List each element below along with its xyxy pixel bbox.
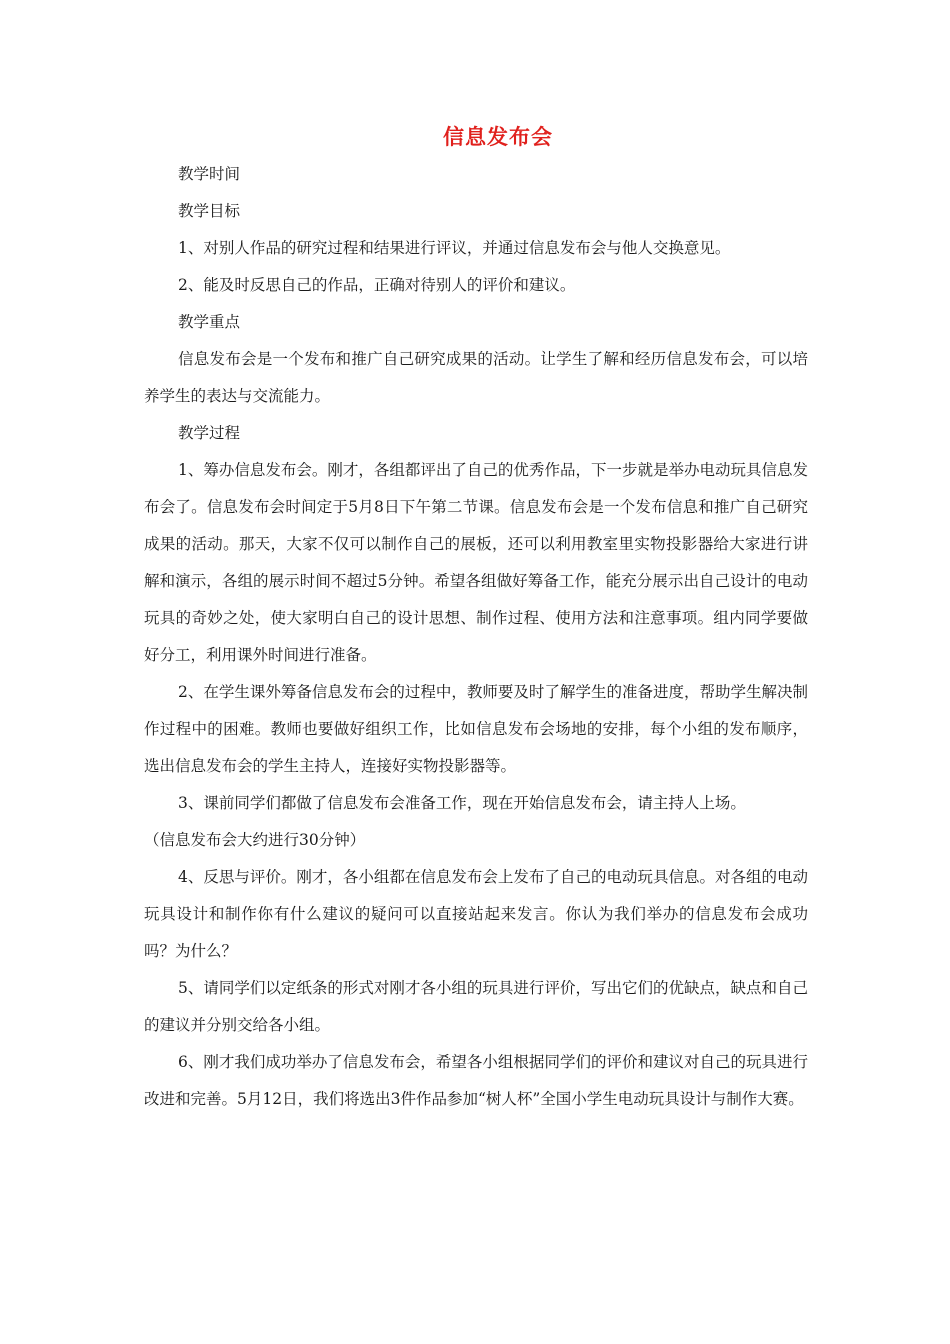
paragraph-focus-text: 信息发布会是一个发布和推广自己研究成果的活动。让学生了解和经历信息发布会，可以培养学生的表达与交流能力。 — [144, 350, 808, 405]
paragraph-teaching-process: 教学过程 — [178, 424, 241, 442]
paragraph-step-4: 4、反思与评价。刚才，各小组都在信息发布会上发布了自己的电动玩具信息。对各组的电动玩具设计和制作你有什么建议的疑问可以直接站起来发言。你认为我们举办的信息发布会成功吗？为什么？ — [144, 868, 808, 960]
paragraph-goal-1: 1、对别人作品的研究过程和结果进行评议，并通过信息发布会与他人交换意见。 — [178, 239, 731, 257]
paragraph-teaching-focus: 教学重点 — [178, 313, 241, 331]
paragraph-teaching-time: 教学时间 — [178, 165, 241, 183]
paragraph-step-1: 1、筹办信息发布会。刚才，各组都评出了自己的优秀作品，下一步就是举办电动玩具信息发布会了。信息发布会时间定于5月8日下午第二节课。信息发布会是一个发布信息和推广自己研究成果的活动。那天，大家不仅可以制作自己的展板，还可以利用教室里实物投影器给大家进行讲解和演示，各组的展示时间不超过5分钟。希望各组做好筹备工作，能充分展示出自己设计的电动玩具的奇妙之处，使大家明白自己的设计思想、制作过程、使用方法和注意事项。组内同学要做好分工，利用课外时间进行准备。 — [144, 461, 808, 664]
paragraph-teaching-goals: 教学目标 — [178, 202, 241, 220]
document-title: 信息发布会 — [443, 125, 553, 149]
document-body — [144, 156, 808, 1118]
paragraph-step-2: 2、在学生课外筹备信息发布会的过程中，教师要及时了解学生的准备进度，帮助学生解决制作过程中的困难。教师也要做好组织工作，比如信息发布会场地的安排，每个小组的发布顺序，选出信息发布会的学生主持人，连接好实物投影器等。 — [144, 683, 808, 775]
paragraph-step-3: 3、课前同学们都做了信息发布会准备工作，现在开始信息发布会，请主持人上场。 — [178, 794, 746, 812]
paragraph-step-6: 6、刚才我们成功举办了信息发布会，希望各小组根据同学们的评价和建议对自己的玩具进行改进和完善。5月12日，我们将选出3件作品参加“树人杯”全国小学生电动玩具设计与制作大赛。 — [144, 1053, 808, 1108]
paragraph-step-5: 5、请同学们以定纸条的形式对刚才各小组的玩具进行评价，写出它们的优缺点，缺点和自己的建议并分别交给各小组。 — [144, 979, 808, 1034]
paragraph-goal-2: 2、能及时反思自己的作品，正确对待别人的评价和建议。 — [178, 276, 576, 294]
paragraph-step-3-note: （信息发布会大约进行30分钟） — [144, 831, 366, 849]
